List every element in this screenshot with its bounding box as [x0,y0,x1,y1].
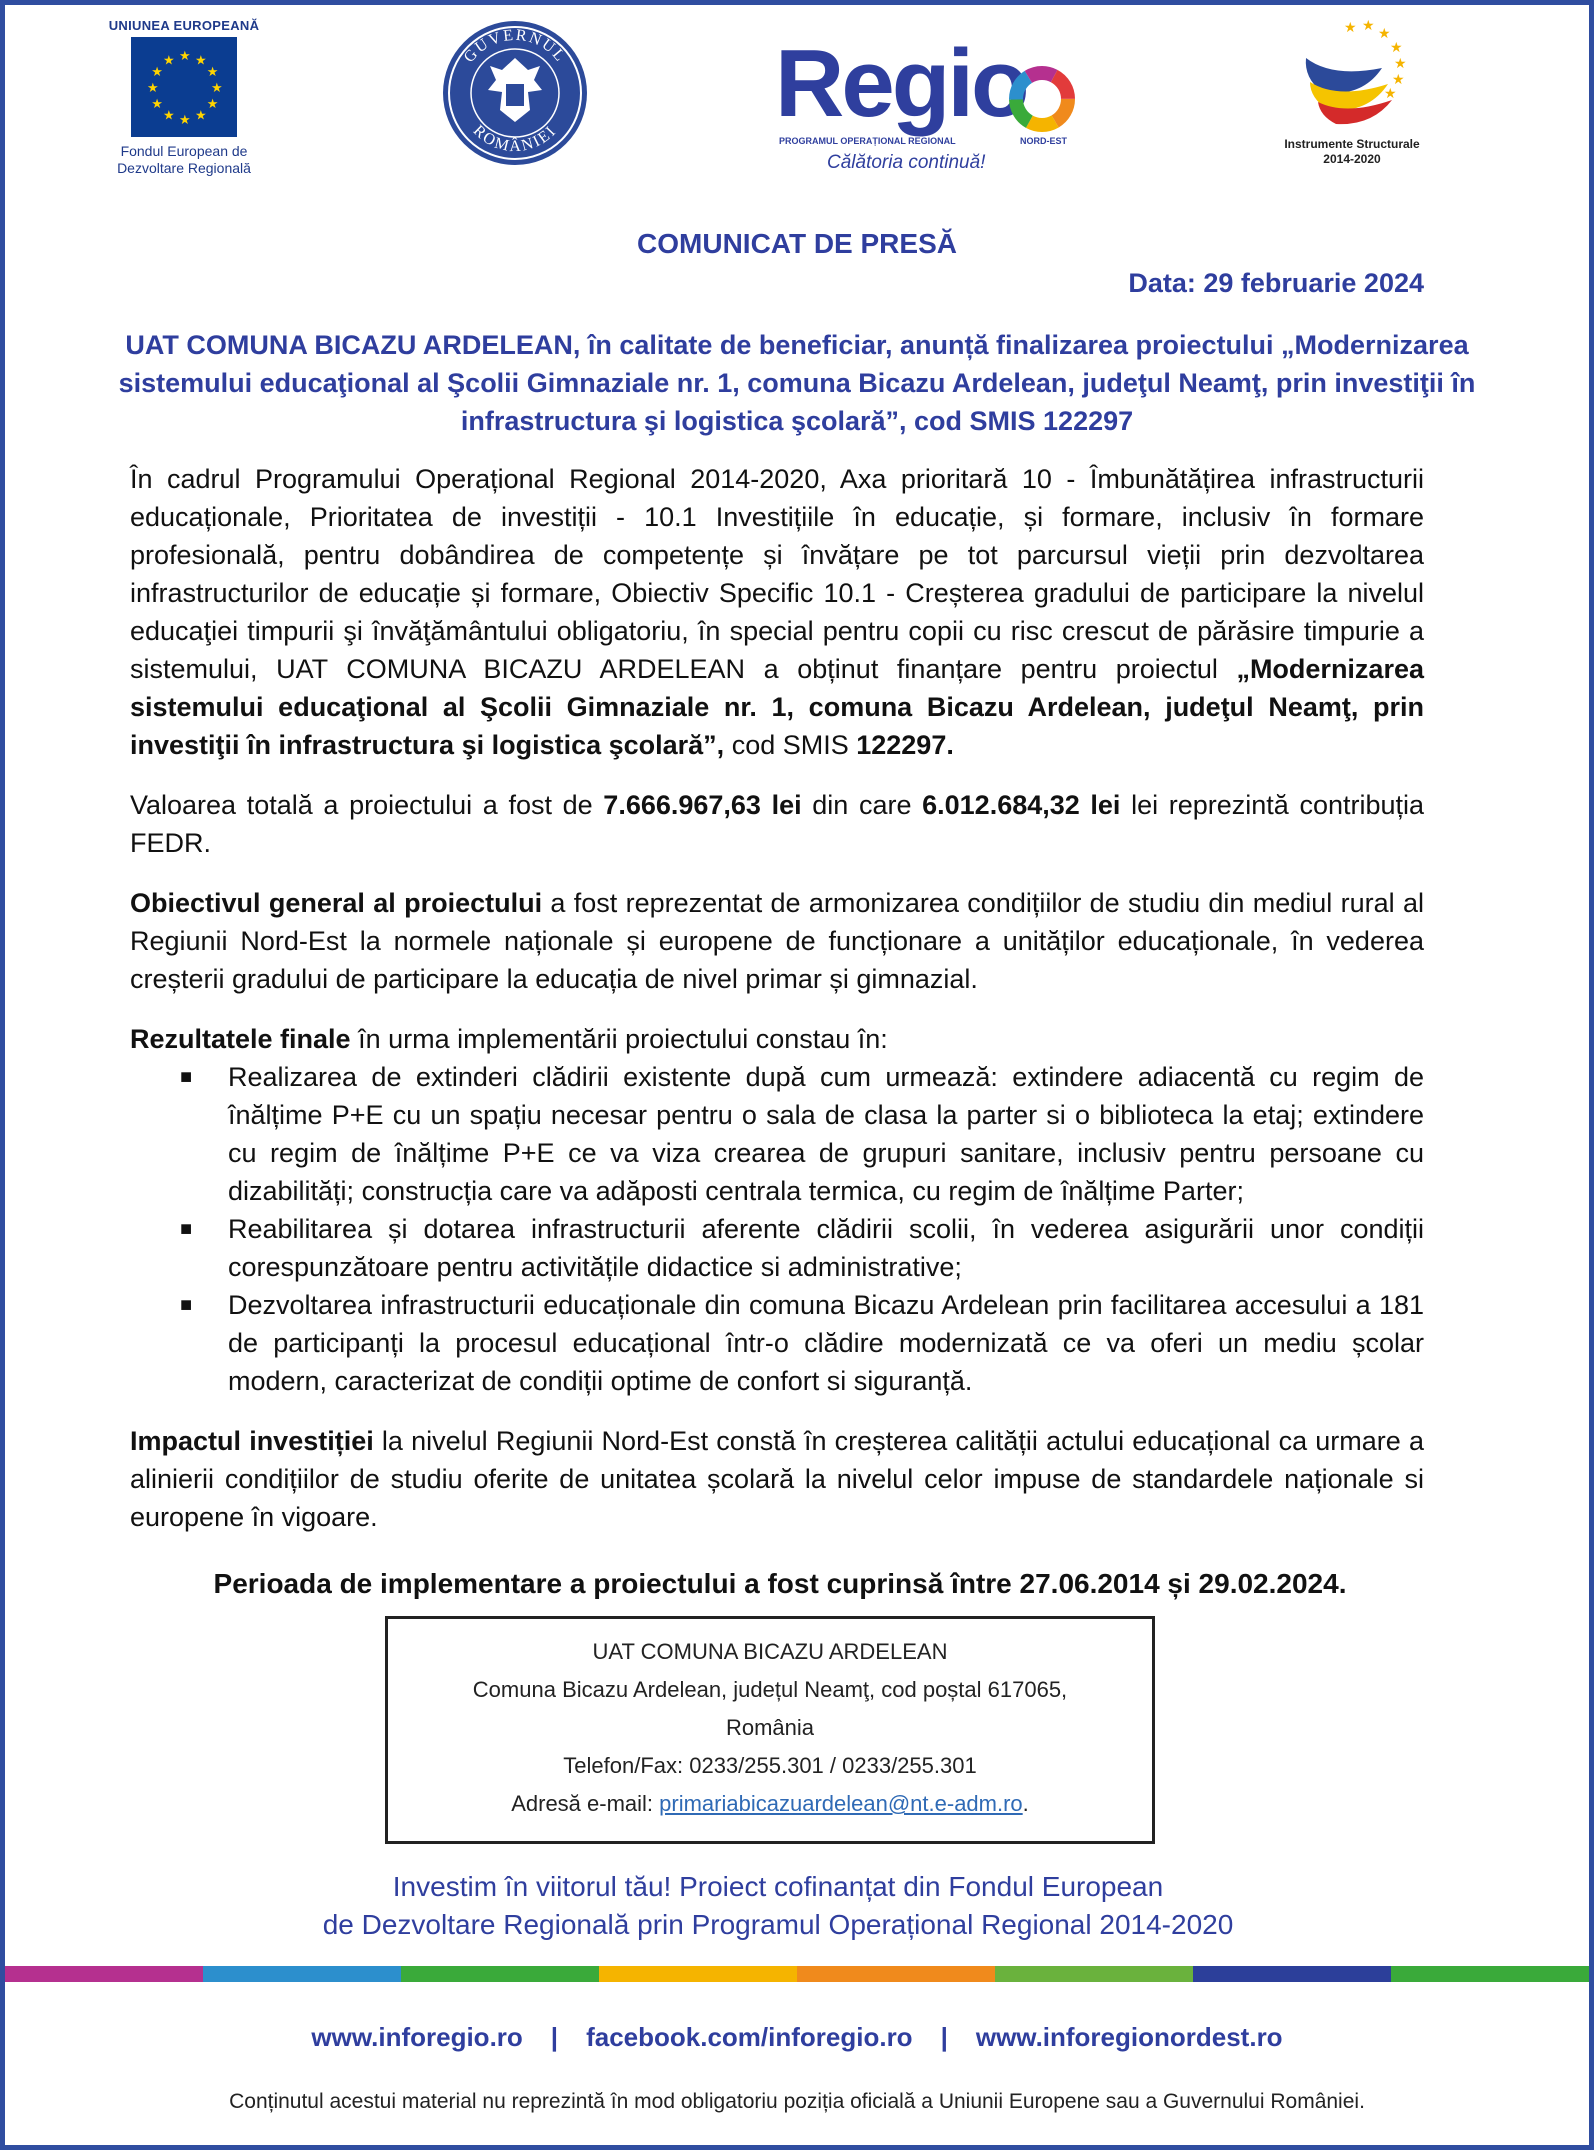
stripe-segment [5,1966,203,1982]
objective-label: Obiectivul general al proiectului [130,888,543,918]
svg-text:★: ★ [147,81,159,96]
objective-text: a fost reprezentat de armonizarea condițiilor de studiu din mediul rural al Regiunii Nord-Est la normele naționale și europene de funcționare a unităților educaționale, în vederea creșterii gradului de participare la educația de nivel primar și gimnazial. [130,888,1424,994]
bullet-icon: ■ [180,1294,193,1316]
link-separator: | [940,2022,948,2052]
paragraph-value [130,786,1424,862]
svg-text:★: ★ [211,81,223,96]
color-stripe [5,1966,1589,1982]
contact-country: România [725,1715,815,1740]
svg-text:★: ★ [206,65,219,80]
svg-text:★: ★ [1390,40,1403,56]
p1-text: În cadrul Programului Operațional Regional 2014-2020, Axa prioritară 10 - Îmbunătățirea infrastructurii educaționale, Prioritatea de investiții - 10.1 Investițiile în educație, și formare, inclusiv în formare profesională, pentru dobândirea de competențe și învățare pe tot parcursul vieții prin dezvoltarea infrastructurilor de educație și formare, Obiectiv Specific 10.1 - Creșterea gradului de participare la nivelul educaţiei timpurii şi învăţământului obligatoriu, în special pentru copii cu risc crescut de părăsire timpurie a sistemului, UAT COMUNA BICAZU ARDELEAN a obținut finanțare pentru proiectul [130,464,1424,684]
link-inforegionordest[interactable]: www.inforegionordest.ro [975,2022,1283,2052]
regio-wordmark: Regio [775,30,1027,137]
contact-address: Comuna Bicazu Ardelean, județul Neamţ, cod poștal 617065, [472,1677,1068,1702]
instr-caption-line-2: 2014-2020 [1323,152,1381,166]
p1-project-name: „Modernizarea sistemului educaţional al Şcolii Gimnaziale nr. 1, comuna Bicazu Ardelean, judeţul Neamţ, prin investiţii în infrastructura şi logistica şcolară”, [130,654,1424,760]
bullet-icon: ■ [180,1066,193,1088]
contact-name: UAT COMUNA BICAZU ARDELEAN [592,1639,948,1664]
svg-text:★: ★ [151,65,163,80]
eu-logo [104,18,264,177]
list-item [180,1058,1424,1210]
regio-subtitle-right: NORD-EST [1020,136,1067,146]
stripe-segment [599,1966,797,1982]
stripe-segment [203,1966,401,1982]
logo-row [0,14,1594,184]
svg-text:★: ★ [1394,56,1407,72]
p2-a: Valoarea totală a proiectului a fost de [130,790,604,820]
regio-subtitle [779,136,1079,146]
results-label: Rezultatele finale [130,1024,351,1054]
regio-subtitle-left: PROGRAMUL OPERAȚIONAL REGIONAL [779,136,956,146]
structural-instruments-caption [1272,137,1432,167]
svg-text:★: ★ [1362,18,1375,34]
disclaimer: Conținutul acestui material nu reprezintă în mod obligatoriu poziția oficială a Uniunii Europene sau a Guvernului României. [229,2090,1365,2113]
structural-instruments-logo [1272,18,1432,167]
impact-text: la nivelul Regiunii Nord-Est constă în creșterea calității actului educațional ca urmare a alinierii condițiilor de studiu oferite de unitatea școlară la nivelul celor impuse de standardele naționale si europene în vigoare. [130,1426,1424,1532]
results-list [130,1058,1424,1400]
contact-phone: Telefon/Fax: 0233/255.301 / 0233/255.301 [563,1753,977,1778]
paragraph-objective [130,884,1424,998]
svg-text:★: ★ [179,113,191,128]
link-facebook[interactable]: facebook.com/inforegio.ro [586,2022,913,2052]
paragraph-context [130,460,1424,764]
link-inforegio[interactable]: www.inforegio.ro [311,2022,523,2052]
svg-text:★: ★ [1378,26,1391,42]
svg-text:★: ★ [151,97,163,112]
result-text: Dezvoltarea infrastructurii educaționale din comuna Bicazu Ardelean prin facilitarea accesului a 181 de participanți la procesul educațional într-o clădire modernizată ce va oferi un mediu școlar modern, caracterizat de condiții optime de confort si siguranță. [228,1290,1424,1396]
eu-flag-icon [131,37,237,137]
stripe-segment [1193,1966,1391,1982]
result-text: Realizarea de extinderi clădirii existente după cum urmează: extindere adiacentă cu regim de înălțime P+E cu un spațiu necesar pentru o sala de clasa la parter si o biblioteca la etaj; extindere cu regim de înălțime P+E ce va viza crearea de grupuri sanitare, inclusiv pentru persoane cu dizabilități; construcția care va adăposti centrala termica, cu regim de înălțime Parter; [228,1062,1424,1206]
email-suffix: . [1022,1791,1029,1816]
impact-label: Impactul investiției [130,1426,374,1456]
body-content [130,460,1424,1558]
paragraph-results-intro [130,1020,1424,1058]
p1-mid: cod SMIS [724,730,857,760]
regio-logo [775,30,1085,186]
page-title: COMUNICAT DE PRESĂ [637,228,957,259]
paragraph-impact [130,1422,1424,1536]
svg-text:★: ★ [195,53,207,69]
eu-logo-caption [104,143,264,177]
stripe-segment [1391,1966,1589,1982]
investment-slogan [0,1868,1556,1944]
eu-caption-line-2: Dezvoltare Regională [117,160,251,176]
eu-logo-title: UNIUNEA EUROPEANĂ [108,18,260,33]
stripe-segment [995,1966,1193,1982]
results-intro-text: în urma implementării proiectului constau în: [350,1024,888,1054]
headline: UAT COMUNA BICAZU ARDELEAN, în calitate de beneficiar, anunță finalizarea proiectului „Modernizarea sistemului educaţional al Şcolii Gimnaziale nr. 1, comuna Bicazu Ardelean, judeţul Neamţ, prin investiţii în infrastructura şi logistica şcolară”, cod SMIS 122297 [118,330,1476,436]
gov-seal-bottom-text: ROMÂNIEI [469,122,561,156]
email-link[interactable]: primariabicazuardelean@nt.e-adm.ro [659,1791,1023,1816]
regio-ring-icon [1007,64,1077,134]
instr-caption-line-1: Instrumente Structurale [1284,137,1420,151]
svg-text:★: ★ [1384,86,1397,102]
svg-text:★: ★ [163,108,175,124]
gov-seal-top-text: GUVERNUL [460,26,570,66]
implementation-period: Perioada de implementare a proiectului a fost cuprinsă între 27.06.2014 și 29.02.2024. [213,1568,1347,1599]
p2-c: din care [801,790,923,820]
release-date: Data: 29 februarie 2024 [1128,268,1424,298]
email-label: Adresă e-mail: [511,1791,660,1816]
svg-text:★: ★ [206,97,219,112]
list-item [180,1286,1424,1400]
fedr-value: 6.012.684,32 lei [922,790,1121,820]
link-separator: | [550,2022,559,2052]
slogan-line-1: Investim în viitorul tău! Proiect cofinanțat din Fondul European [392,1871,1164,1902]
svg-text:★: ★ [179,49,191,64]
structural-instruments-icon [1292,18,1412,128]
total-value: 7.666.967,63 lei [603,790,802,820]
list-item [180,1210,1424,1286]
stripe-segment [401,1966,599,1982]
contact-email-line [388,1785,1152,1823]
svg-text:★: ★ [1344,20,1357,36]
government-seal [440,18,590,168]
regio-tagline: Călătoria continuă! [827,152,986,173]
p1-smis: 122297. [856,730,954,760]
p2-e: lei reprezintă contribuția FEDR. [130,790,1425,858]
result-text: Reabilitarea și dotarea infrastructurii aferente clădirii scolii, în vederea asigurării unor condiții corespunzătoare pentru activitățile didactice si administrative; [228,1214,1424,1282]
slogan-line-2: de Dezvoltare Regională prin Programul Operațional Regional 2014-2020 [322,1909,1234,1940]
svg-text:★: ★ [163,53,175,69]
svg-text:★: ★ [195,108,207,124]
eu-caption-line-1: Fondul European de [120,143,248,159]
stripe-segment [797,1966,995,1982]
svg-text:★: ★ [1392,72,1405,88]
contact-box [385,1616,1155,1844]
footer-links [0,2022,1594,2053]
bullet-icon: ■ [180,1218,193,1240]
